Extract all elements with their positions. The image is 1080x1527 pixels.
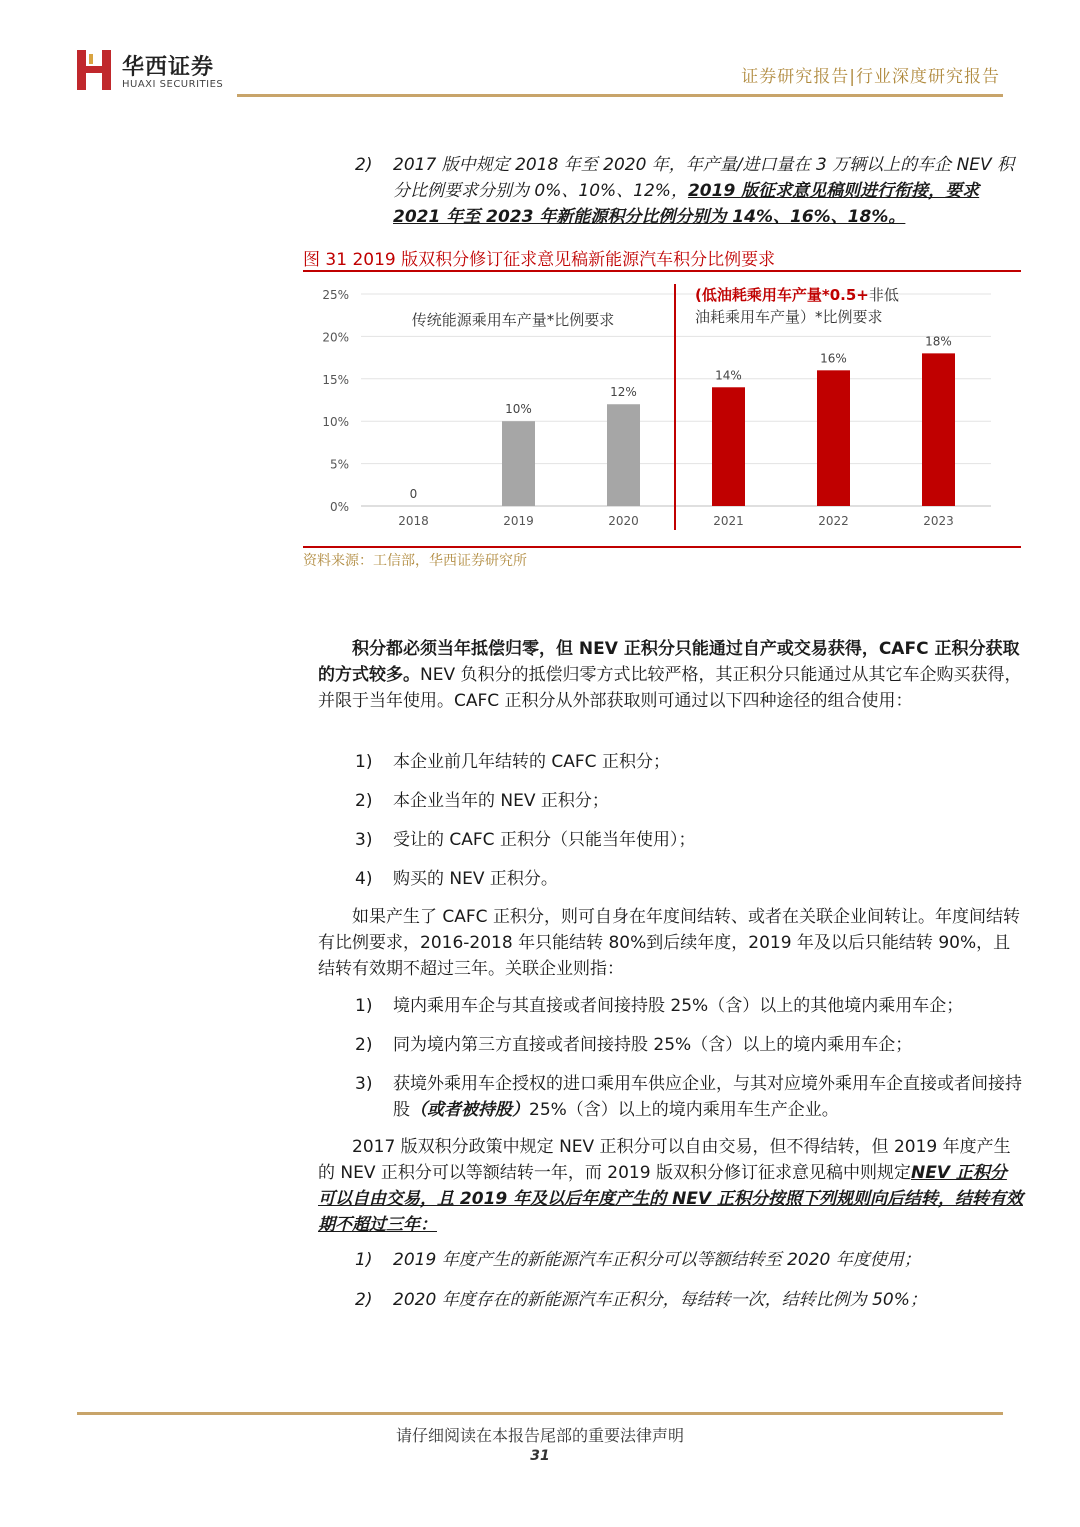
x-tick-label: 2021	[713, 514, 744, 528]
logo-english-name: HUAXI SECURITIES	[122, 79, 224, 90]
annotation-traditional: 传统能源乘用车产量*比例要求	[411, 311, 615, 329]
list-item: 2) 同为境内第三方直接或者间接持股 25%（含）以上的境内乘用车企；	[355, 1035, 913, 1055]
data-label: 0	[409, 487, 418, 501]
data-label: 16%	[820, 351, 847, 366]
bar-2022	[817, 370, 850, 506]
bar-2019	[502, 421, 535, 506]
list-item: 2) 本企业当年的 NEV 正积分；	[355, 791, 609, 811]
footer-divider	[77, 1412, 1003, 1415]
list-item: 1) 境内乘用车企与其直接或者间接持股 25%（含）以上的其他境内乘用车企；	[355, 996, 964, 1016]
paragraph-3-text: 2017 版双积分政策中规定 NEV 正积分可以自由交易，但不得结转，但 2019 年度产生的 NEV 正积分可以等额结转一年，而 2019 版双积分修订征求意见稿中则规定	[318, 1137, 1011, 1183]
annotation-low-fuel-rest: 非低	[868, 286, 899, 304]
data-label: 12%	[610, 385, 637, 400]
bar-2023	[922, 353, 955, 506]
bar-2020	[607, 404, 640, 506]
bar-2021	[712, 387, 745, 506]
annotation-low-fuel-line2: 油耗乘用车产量）*比例要求	[695, 308, 883, 326]
header-divider	[237, 94, 1003, 97]
list-item: 2) 2020 年度存在的新能源汽车正积分，每结转一次，结转比例为 50%；	[355, 1290, 927, 1310]
data-label: 10%	[505, 402, 532, 417]
data-label: 14%	[715, 368, 742, 383]
huaxi-logo-icon	[77, 50, 111, 90]
list-item: 4) 购买的 NEV 正积分。	[355, 869, 558, 889]
paragraph-1-bold: 积分都必须当年抵偿归零，但 NEV 正积分只能通过自产或交易获得，CAFC 正积分获取的方式较多。	[318, 639, 1020, 685]
list-item: 3) 获境外乘用车企授权的进口乘用车供应企业，与其对应境外乘用车企直接或者间接持股（或者被持股）25%（含）以上的境内乘用车生产企业。	[355, 1074, 1022, 1120]
paragraph-2: 如果产生了 CAFC 正积分，则可自身在年度间结转、或者在关联企业间转让。年度间结转有比例要求，2016-2018 年只能结转 80%到后续年度，2019 年及以后只能结转 90%，且结转有效期不超过三年。关联企业则指：	[318, 907, 1020, 979]
paragraph-3	[318, 1134, 1023, 1238]
figure-bottom-rule	[303, 546, 1021, 548]
annotation-low-fuel-red: (低油耗乘用车产量*0.5+	[695, 286, 869, 304]
svg-text:(低油耗乘用车产量*0.5+非低	[695, 286, 899, 304]
x-tick-label: 2020	[608, 514, 639, 528]
y-tick-label: 0%	[329, 500, 349, 514]
list-positive-credit-sources	[355, 749, 1025, 905]
logo-chinese-name: 华西证券	[122, 55, 215, 80]
y-tick-label: 5%	[329, 457, 349, 472]
page-number: 31	[530, 1448, 550, 1464]
intro-text-bold: 2019 版征求意见稿则进行衔接，要求 2021 年至 2023 年新能源积分比例分别为 14%、16%、18%。	[393, 181, 980, 227]
x-tick-label: 2022	[818, 514, 849, 528]
figure-source: 资料来源：工信部，华西证券研究所	[303, 553, 527, 569]
paragraph-3-bold: NEV 正积分可以自由交易，且 2019 年及以后年度产生的 NEV 正积分按照下列规则向后结转，结转有效期不超过三年：	[318, 1163, 1023, 1235]
data-label: 18%	[925, 334, 952, 349]
list-item: 1) 本企业前几年结转的 CAFC 正积分；	[355, 752, 670, 772]
report-type-label: 证券研究报告|行业深度研究报告	[741, 67, 1000, 87]
list-item: 1) 2019 年度产生的新能源汽车正积分可以等额结转至 2020 年度使用；	[355, 1250, 921, 1270]
intro-list-item	[355, 152, 1025, 230]
x-tick-label: 2019	[503, 514, 534, 528]
list-affiliated-enterprises	[355, 993, 1025, 1123]
legal-notice: 请仔细阅读在本报告尾部的重要法律声明	[395, 1426, 684, 1445]
intro-text-plain: 2017 版中规定 2018 年至 2020 年，年产量/进口量在 3 万辆以上的车企 NEV 积分比例要求分别为 0%、10%、12%，	[393, 155, 1015, 201]
bar-chart	[303, 272, 1021, 546]
paragraph-1	[318, 636, 1023, 714]
y-tick-label: 10%	[322, 415, 349, 430]
x-tick-label: 2018	[398, 514, 429, 528]
list-number: 2)	[355, 155, 373, 175]
y-tick-label: 20%	[322, 330, 349, 345]
figure-title: 图 31 2019 版双积分修订征求意见稿新能源汽车积分比例要求	[303, 250, 776, 270]
list-carryover-rules	[355, 1247, 1025, 1327]
paragraph-1-text: NEV 负积分的抵偿归零方式比较严格，其正积分只能通过从其它车企购买获得，并限于当年使用。CAFC 正积分从外部获取则可通过以下四种途径的组合使用：	[318, 665, 1022, 711]
y-tick-label: 15%	[322, 372, 349, 387]
list-item: 3) 受让的 CAFC 正积分（只能当年使用）；	[355, 830, 696, 850]
x-tick-label: 2023	[923, 514, 954, 528]
y-tick-label: 25%	[322, 288, 349, 302]
